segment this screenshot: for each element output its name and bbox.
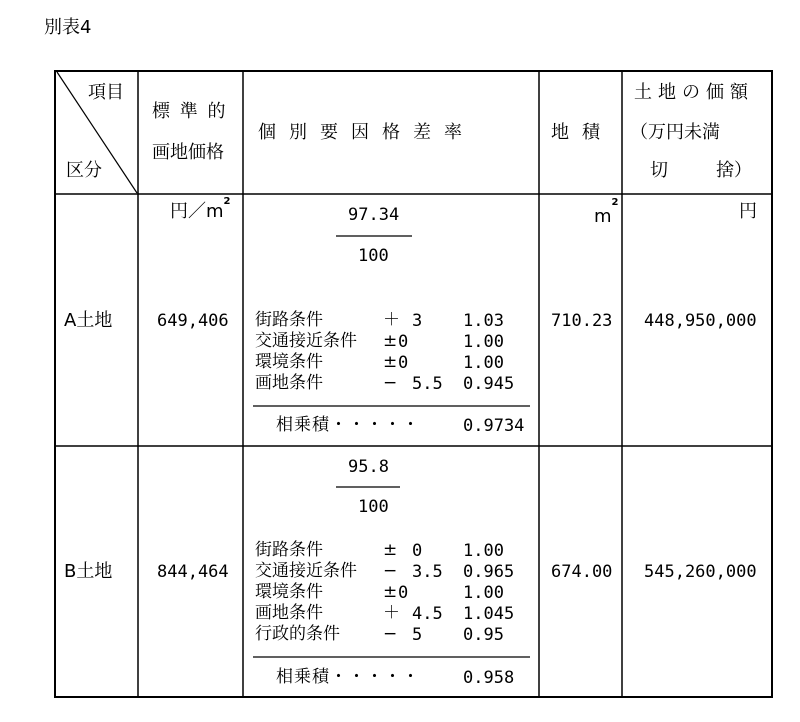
condition-label: 環境条件	[255, 582, 323, 602]
condition-label: 環境条件	[255, 352, 323, 372]
row-a-value: 448,950,000	[644, 311, 757, 331]
condition-factor: 0.95	[463, 625, 504, 645]
row-b-name: B土地	[64, 561, 113, 582]
row-a-product: 0.9734	[463, 416, 525, 436]
table-caption: 別表4	[44, 17, 92, 38]
row-b-rate-denominator: 100	[358, 497, 389, 517]
unit-price	[170, 196, 231, 222]
condition-factor: 1.00	[463, 353, 504, 373]
condition-label: 交通接近条件	[255, 331, 357, 351]
row-b-area: 674.00	[551, 562, 613, 582]
row-b-product-label: 相乗積・・・・・	[276, 667, 420, 687]
condition-sign: ±	[383, 540, 398, 560]
condition-amount: 0	[398, 332, 409, 352]
condition-factor: 1.00	[463, 583, 504, 603]
header-value-line3a: 切	[650, 160, 668, 181]
condition-factor: 0.945	[463, 374, 515, 394]
condition-factor: 1.045	[463, 604, 515, 624]
condition-label: 画地条件	[255, 373, 323, 393]
row-b-product: 0.958	[463, 668, 515, 688]
condition-factor: 0.965	[463, 562, 515, 582]
unit-price-sup: 2	[223, 196, 231, 207]
condition-sign: −	[383, 561, 398, 581]
row-b-std-price: 844,464	[157, 562, 229, 582]
condition-label: 行政的条件	[255, 624, 340, 644]
header-value-line2: （万円未満	[630, 122, 720, 143]
condition-amount: 0	[412, 541, 423, 561]
row-a-name: A土地	[64, 310, 113, 331]
row-b-rate-numerator: 95.8	[348, 457, 389, 477]
condition-sign: ±	[383, 582, 398, 602]
condition-amount: 5	[412, 625, 423, 645]
unit-area	[594, 197, 619, 227]
condition-amount: 5.5	[412, 374, 443, 394]
header-value-line3b: 捨）	[716, 160, 752, 181]
condition-sign: ±	[383, 352, 398, 372]
header-item: 項目	[88, 82, 124, 103]
unit-price-text: 円／m	[170, 201, 224, 222]
header-category: 区分	[66, 160, 102, 181]
unit-value: 円	[739, 201, 757, 222]
condition-label: 街路条件	[255, 310, 323, 330]
condition-label: 画地条件	[255, 603, 323, 623]
condition-sign: ＋	[383, 603, 400, 623]
row-a-std-price: 649,406	[157, 311, 229, 331]
condition-factor: 1.00	[463, 541, 504, 561]
condition-sign: −	[383, 373, 398, 393]
unit-area-text: m	[594, 206, 612, 227]
row-a-rate-numerator: 97.34	[348, 205, 400, 225]
row-b-value: 545,260,000	[644, 562, 757, 582]
condition-label: 交通接近条件	[255, 561, 357, 581]
condition-amount: 0	[398, 583, 409, 603]
condition-factor: 1.03	[463, 311, 504, 331]
condition-amount: 3.5	[412, 562, 443, 582]
header-std-price-line1: 標 準 的	[152, 101, 228, 122]
condition-sign: ±	[383, 331, 398, 351]
row-a-product-label: 相乗積・・・・・	[276, 415, 420, 435]
header-factor: 個別要因格差率	[258, 122, 475, 143]
unit-area-sup: 2	[611, 197, 619, 208]
header-area: 地積	[551, 122, 613, 143]
condition-amount: 3	[412, 311, 423, 331]
condition-factor: 1.00	[463, 332, 504, 352]
row-a-rate-denominator: 100	[358, 246, 389, 266]
condition-amount: 0	[398, 353, 409, 373]
condition-amount: 4.5	[412, 604, 443, 624]
condition-sign: ＋	[383, 310, 400, 330]
condition-sign: −	[383, 624, 398, 644]
header-std-price-line2: 画地価格	[152, 142, 224, 163]
row-a-area: 710.23	[551, 311, 613, 331]
header-value-line1: 土地の価額	[634, 82, 754, 103]
condition-label: 街路条件	[255, 540, 323, 560]
